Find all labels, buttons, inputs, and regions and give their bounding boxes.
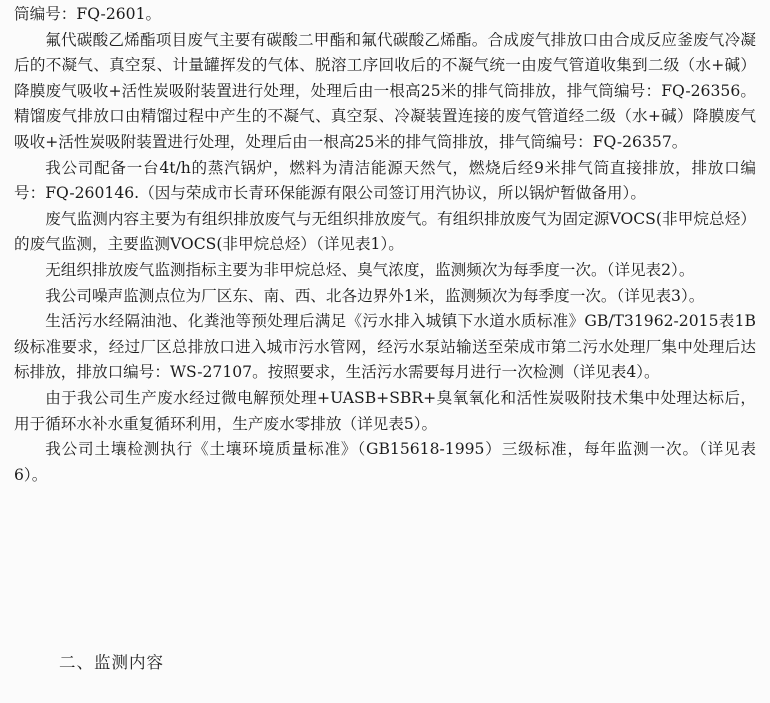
document-body xyxy=(14,2,756,488)
section-heading: 二、监测内容 xyxy=(59,653,164,672)
paragraph-stack-number: 筒编号：FQ-2601。 xyxy=(14,5,162,23)
paragraph-domestic-sewage: 生活污水经隔油池、化粪池等预处理后满足《污水排入城镇下水道水质标准》GB/T31962-2015表1B级标准要求，经过厂区总排放口进入城市污水管网，经污水泵站输送至荣成市第二污水处理厂集中处理后达标排放，排放口编号：WS-27107。按照要求，生活污水需要每月进行一次检测（详见表4）。 xyxy=(14,312,756,382)
paragraph-noise-monitoring: 我公司噪声监测点位为厂区东、南、西、北各边界外1米，监测频次为每季度一次。（详见表3）。 xyxy=(45,286,705,305)
paragraph-boiler: 我公司配备一台4t/h的蒸汽锅炉，燃料为清洁能源天然气，燃烧后经9米排气筒直接排放，排放口编号：FQ-260146.（因与荣成市长青环保能源有限公司签订用汽协议，所以锅炉暂做备用）。 xyxy=(14,158,756,203)
paragraph-fec-exhaust: 氟代碳酸乙烯酯项目废气主要有碳酸二甲酯和氟代碳酸乙烯酯。合成废气排放口由合成反应釜废气冷凝后的不凝气、真空泵、计量罐挥发的气体、脱溶工序回收后的不凝气统一由废气管道收集到二级（水+碱）降膜废气吸收+活性炭吸附装置进行处理，处理后由一根高25米的排气筒排放，排气筒编号：FQ-26356。精馏废气排放口由精馏过程中产生的不凝气、真空泵、冷凝装置连接的废气管道经二级（水+碱）降膜废气吸收+活性炭吸附装置进行处理，处理后由一根高25米的排气筒排放，排气筒编号：FQ-26357。 xyxy=(14,30,756,151)
paragraph-exhaust-monitoring: 废气监测内容主要为有组织排放废气与无组织排放废气。有组织排放废气为固定源VOCS(非甲烷总烃）的废气监测，主要监测VOCS(非甲烷总烃）（详见表1）。 xyxy=(14,209,756,254)
paragraph-production-wastewater: 由于我公司生产废水经过微电解预处理+UASB+SBR+臭氧氧化和活性炭吸附技术集中处理达标后，用于循环水补水重复循环利用，生产废水零排放（详见表5）。 xyxy=(14,388,756,433)
paragraph-soil-monitoring: 我公司土壤检测执行《土壤环境质量标准》（GB15618-1995）三级标准，每年监测一次。（详见表6）。 xyxy=(14,440,756,484)
paragraph-fugitive-emission: 无组织排放废气监测指标主要为非甲烷总烃、臭气浓度，监测频次为每季度一次。（详见表2）。 xyxy=(45,260,695,279)
